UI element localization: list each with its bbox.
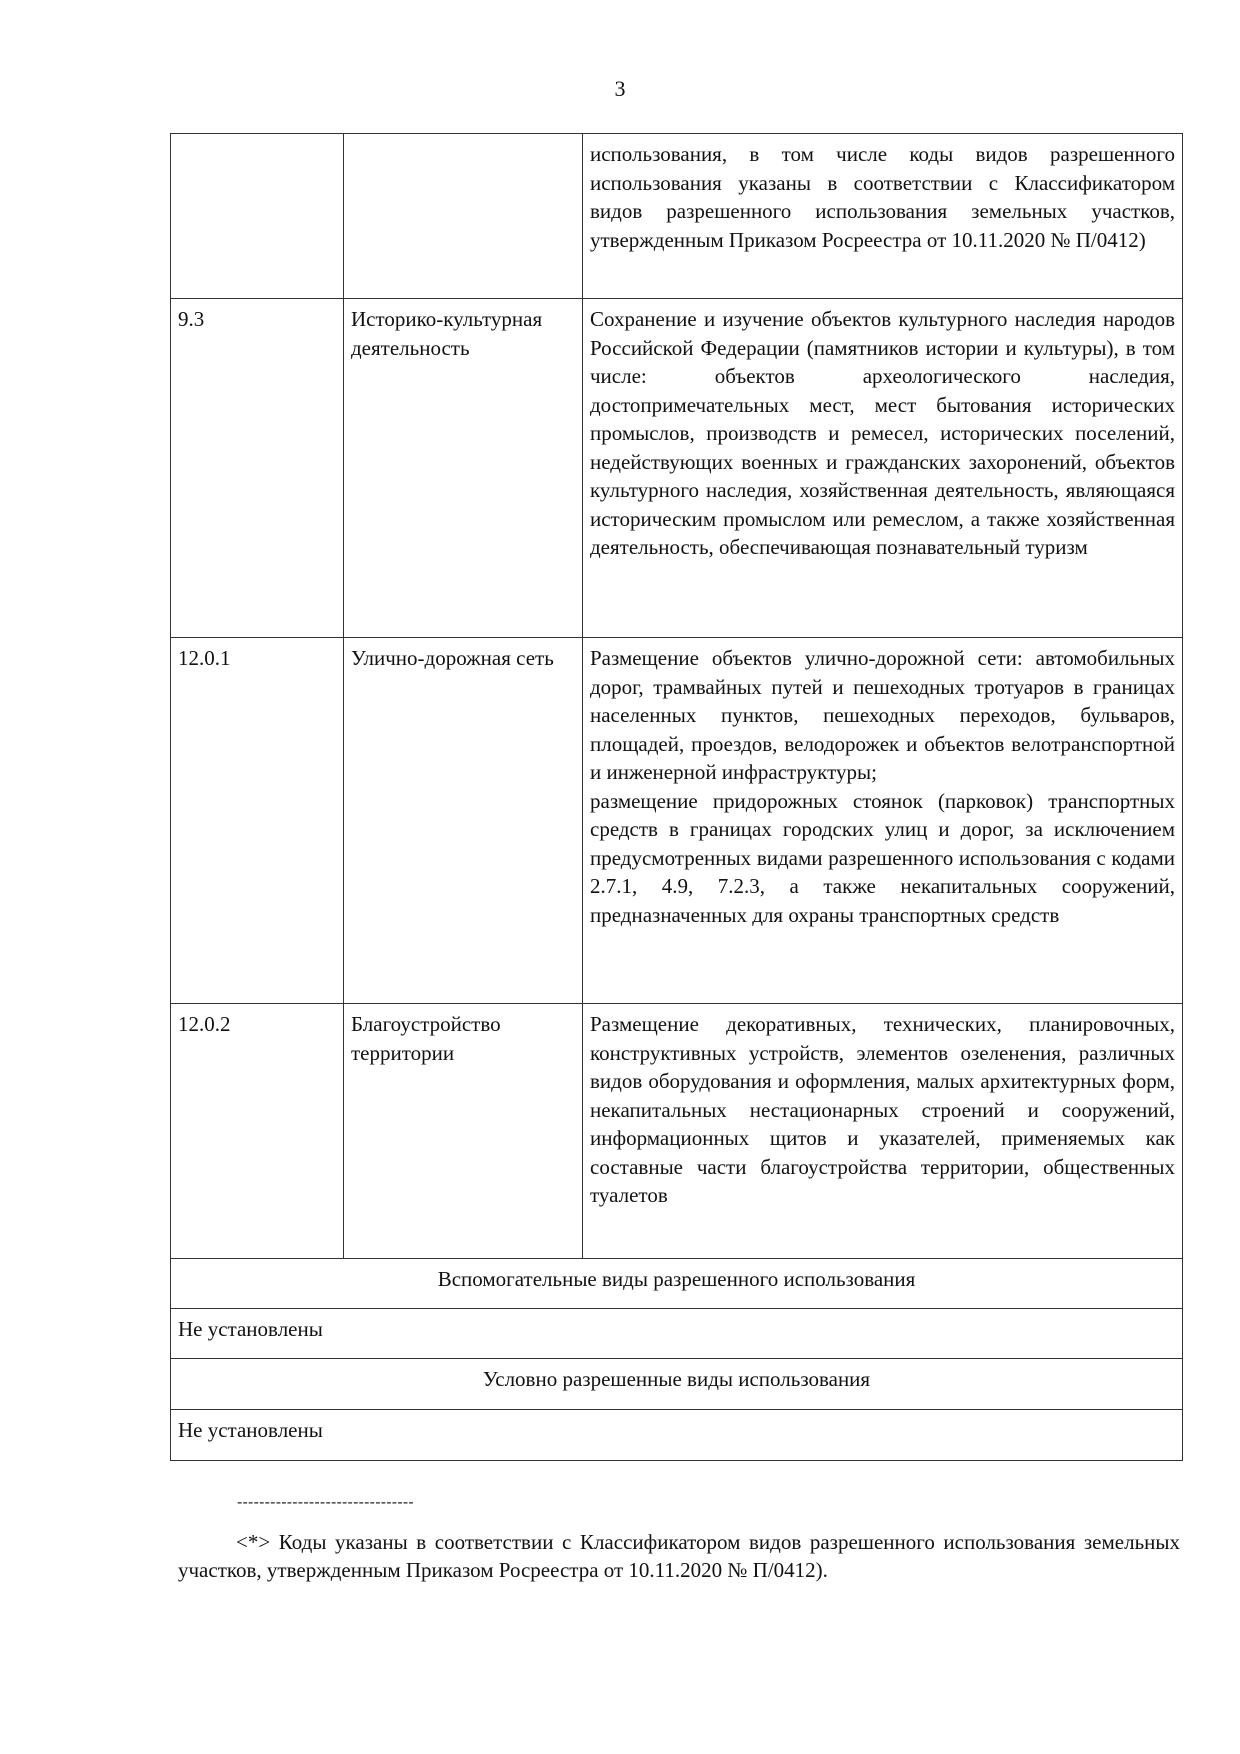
section-header-row xyxy=(171,1259,1183,1309)
description-cell: использования, в том числе коды видов разрешенного использования указаны в соответствии с Классификатором видов разрешенного использования земельных участков, утвержденным Приказом Росреестра от 10.11.2020 № П/0412) xyxy=(583,134,1183,299)
description-cell: Сохранение и изучение объектов культурного наследия народов Российской Федерации (памятников истории и культуры), в том числе: объектов археологического наследия, достопримечательных мест, мест бытования исторических промыслов, производств и ремесел, исторических поселений, недействующих военных и гражданских захоронений, объектов культурного наследия, хозяйственная деятельность, являющаяся историческим промыслом или ремеслом, а также хозяйственная деятельность, обеспечивающая познавательный туризм xyxy=(583,299,1183,638)
footnote-text: <*> Коды указаны в соответствии с Классификатором видов разрешенного использования земельных участков, утвержденным Приказом Росреестра от 10.11.2020 № П/0412). xyxy=(178,1530,1180,1582)
code-cell: 9.3 xyxy=(171,299,344,638)
description-paragraph: Размещение объектов улично-дорожной сети: автомобильных дорог, трамвайных путей и пешеходных тротуаров в границах населенных пунктов, пешеходных переходов, бульваров, площадей, проездов, велодорожек и объектов велотранспортной и инженерной инфраструктуры; xyxy=(590,646,1175,784)
table-row xyxy=(171,1004,1183,1259)
footnote-separator: -------------------------------- xyxy=(237,1494,414,1511)
conditional-uses-value: Не установлены xyxy=(171,1410,1183,1461)
code-cell: 12.0.2 xyxy=(171,1004,344,1259)
table-row xyxy=(171,134,1183,299)
name-cell: Благоустройство территории xyxy=(344,1004,583,1259)
page-number: 3 xyxy=(614,76,626,101)
auxiliary-uses-heading: Вспомогательные виды разрешенного использования xyxy=(171,1259,1183,1309)
conditional-uses-heading: Условно разрешенные виды использования xyxy=(171,1359,1183,1410)
description-paragraph: размещение придорожных стоянок (парковок) транспортных средств в границах городских улиц и дорог, за исключением предусмотренных видами разрешенного использования с кодами 2.7.1, 4.9, 7.2.3, а также некапитальных сооружений, предназначенных для охраны транспортных средств xyxy=(590,788,1175,927)
table-row xyxy=(171,638,1183,1004)
name-cell: Историко-культурная деятельность xyxy=(344,299,583,638)
table-row xyxy=(171,299,1183,638)
description-cell xyxy=(583,638,1183,1004)
table-row xyxy=(171,1309,1183,1359)
table-row xyxy=(171,1410,1183,1461)
name-cell xyxy=(344,134,583,299)
code-cell xyxy=(171,134,344,299)
code-cell: 12.0.1 xyxy=(171,638,344,1004)
description-cell: Размещение декоративных, технических, планировочных, конструктивных устройств, элементов озеленения, различных видов оборудования и оформления, малых архитектурных форм, некапитальных нестационарных строений и сооружений, информационных щитов и указателей, применяемых как составные части благоустройства территории, общественных туалетов xyxy=(583,1004,1183,1259)
name-cell: Улично-дорожная сеть xyxy=(344,638,583,1004)
section-header-row xyxy=(171,1359,1183,1410)
permitted-use-table xyxy=(170,133,1183,1461)
auxiliary-uses-value: Не установлены xyxy=(171,1309,1183,1359)
